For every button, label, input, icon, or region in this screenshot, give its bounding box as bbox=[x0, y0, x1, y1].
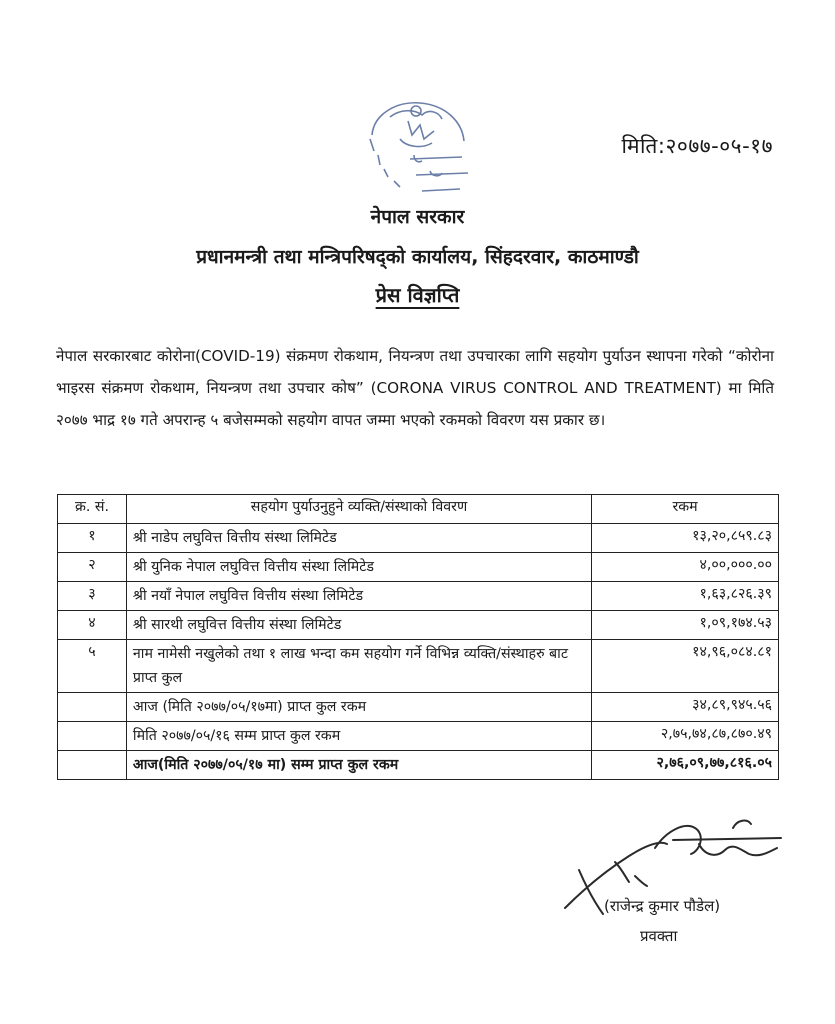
row-serial: ४ bbox=[58, 611, 127, 640]
signatory-role: प्रवक्ता bbox=[640, 927, 678, 945]
row-description: श्री नाडेप लघुवित्त वित्तीय संस्था लिमिटेड bbox=[126, 524, 591, 553]
table-row bbox=[58, 553, 779, 582]
table-row bbox=[58, 640, 779, 693]
table-row bbox=[58, 611, 779, 640]
signatory-name: (राजेन्द्र कुमार पौडेल) bbox=[604, 897, 721, 915]
government-name: नेपाल सरकार bbox=[370, 206, 465, 228]
table-row bbox=[58, 524, 779, 553]
summary-label: आज(मिति २०७७/०५/१७ मा) सम्म प्राप्त कुल रकम bbox=[126, 751, 591, 780]
row-description: श्री सारथी लघुवित्त वित्तीय संस्था लिमिटेड bbox=[126, 611, 591, 640]
table-row bbox=[58, 582, 779, 611]
document-title-text: प्रेस विज्ञप्ति bbox=[375, 283, 460, 307]
summary-amount: २,७६,०९,७७,८१६.०५ bbox=[592, 751, 779, 780]
government-seal-stamp bbox=[350, 95, 480, 207]
row-serial: २ bbox=[58, 553, 127, 582]
row-amount: ४,००,०००.०० bbox=[592, 553, 779, 582]
issue-date: मिति:२०७७-०५-१७ bbox=[621, 134, 773, 158]
summary-blank-cell bbox=[58, 693, 127, 722]
row-amount: १,०९,१७४.५३ bbox=[592, 611, 779, 640]
body-paragraph: नेपाल सरकारबाट कोरोना(COVID-19) संक्रमण रोकथाम, नियन्त्रण तथा उपचारका लागि सहयोग पुर्याउन स्थापना गरेको “कोरोना भाइरस संक्रमण रोकथाम, नियन्त्रण तथा उपचार कोष” (CORONA VIRUS CONTROL AND TREATMENT) मा मिति २०७७ भाद्र १७ गते अपरान्ह ५ बजेसम्मको सहयोग वापत जम्मा भएको रकमको विवरण यस प्रकार छ। bbox=[56, 347, 774, 429]
summary-blank-cell bbox=[58, 722, 127, 751]
document-title bbox=[0, 281, 835, 308]
summary-row-today bbox=[58, 693, 779, 722]
row-serial: ५ bbox=[58, 640, 127, 693]
row-serial: ३ bbox=[58, 582, 127, 611]
row-description: श्री नयाँ नेपाल लघुवित्त वित्तीय संस्था लिमिटेड bbox=[126, 582, 591, 611]
summary-row-grand-total bbox=[58, 751, 779, 780]
header-description: सहयोग पुर्याउनुहुने व्यक्ति/संस्थाको विवरण bbox=[126, 495, 591, 524]
summary-row-previous bbox=[58, 722, 779, 751]
header-amount: रकम bbox=[592, 495, 779, 524]
row-amount: १३,२०,८५९.८३ bbox=[592, 524, 779, 553]
office-name: प्रधानमन्त्री तथा मन्त्रिपरिषद्को कार्यालय, सिंहदरवार, काठमाण्डौ bbox=[196, 246, 639, 268]
summary-label: आज (मिति २०७७/०५/१७मा) प्राप्त कुल रकम bbox=[126, 693, 591, 722]
row-amount: १४,९६,०८४.८१ bbox=[592, 640, 779, 693]
row-description: श्री युनिक नेपाल लघुवित्त वित्तीय संस्था लिमिटेड bbox=[126, 553, 591, 582]
summary-blank-cell bbox=[58, 751, 127, 780]
row-serial: १ bbox=[58, 524, 127, 553]
table-header-row bbox=[58, 495, 779, 524]
contribution-table bbox=[57, 494, 779, 780]
row-amount: १,६३,८२६.३९ bbox=[592, 582, 779, 611]
summary-label: मिति २०७७/०५/१६ सम्म प्राप्त कुल रकम bbox=[126, 722, 591, 751]
summary-amount: ३४,८९,९४५.५६ bbox=[592, 693, 779, 722]
summary-amount: २,७५,७४,८७,८७०.४९ bbox=[592, 722, 779, 751]
header-serial: क्र. सं. bbox=[58, 495, 127, 524]
row-description: नाम नामेसी नखुलेको तथा १ लाख भन्दा कम सहयोग गर्ने विभिन्न व्यक्ति/संस्थाहरु बाट प्राप्त कुल bbox=[126, 640, 591, 693]
